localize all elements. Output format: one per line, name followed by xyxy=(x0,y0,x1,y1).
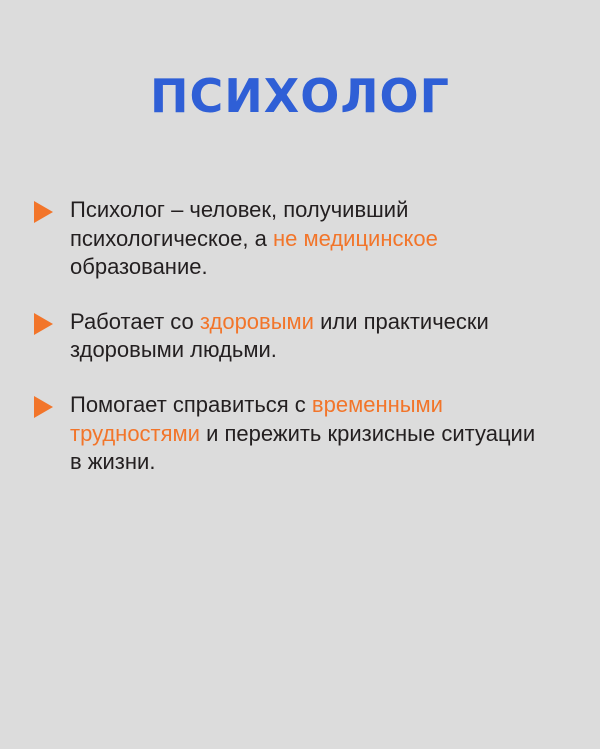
bullet-list xyxy=(0,196,600,503)
plain-text: образование. xyxy=(70,254,208,280)
list-item xyxy=(0,196,600,282)
plain-text: или практически здоровыми людьми. xyxy=(70,308,489,363)
highlighted-text: здоровыми xyxy=(199,308,314,334)
bullet-text-2 xyxy=(70,308,548,365)
list-item xyxy=(0,391,600,477)
highlighted-text: временными трудностями xyxy=(70,391,443,446)
highlighted-text: не медицинское xyxy=(272,225,438,251)
triangle-right-icon xyxy=(28,313,58,335)
plain-text: Помогает справиться с xyxy=(70,391,312,417)
triangle-right-icon xyxy=(28,396,58,418)
plain-text: Психолог – человек, получивший психологическое, а xyxy=(70,197,409,251)
list-item xyxy=(0,308,600,365)
plain-text: Работает со xyxy=(70,308,200,334)
triangle-right-icon xyxy=(28,201,58,223)
bullet-text-1 xyxy=(70,196,548,282)
page-title: ПСИХОЛОГ xyxy=(150,69,450,123)
bullet-text-3 xyxy=(70,391,548,477)
plain-text: и пережить кризисные ситуации в жизни. xyxy=(70,420,536,475)
